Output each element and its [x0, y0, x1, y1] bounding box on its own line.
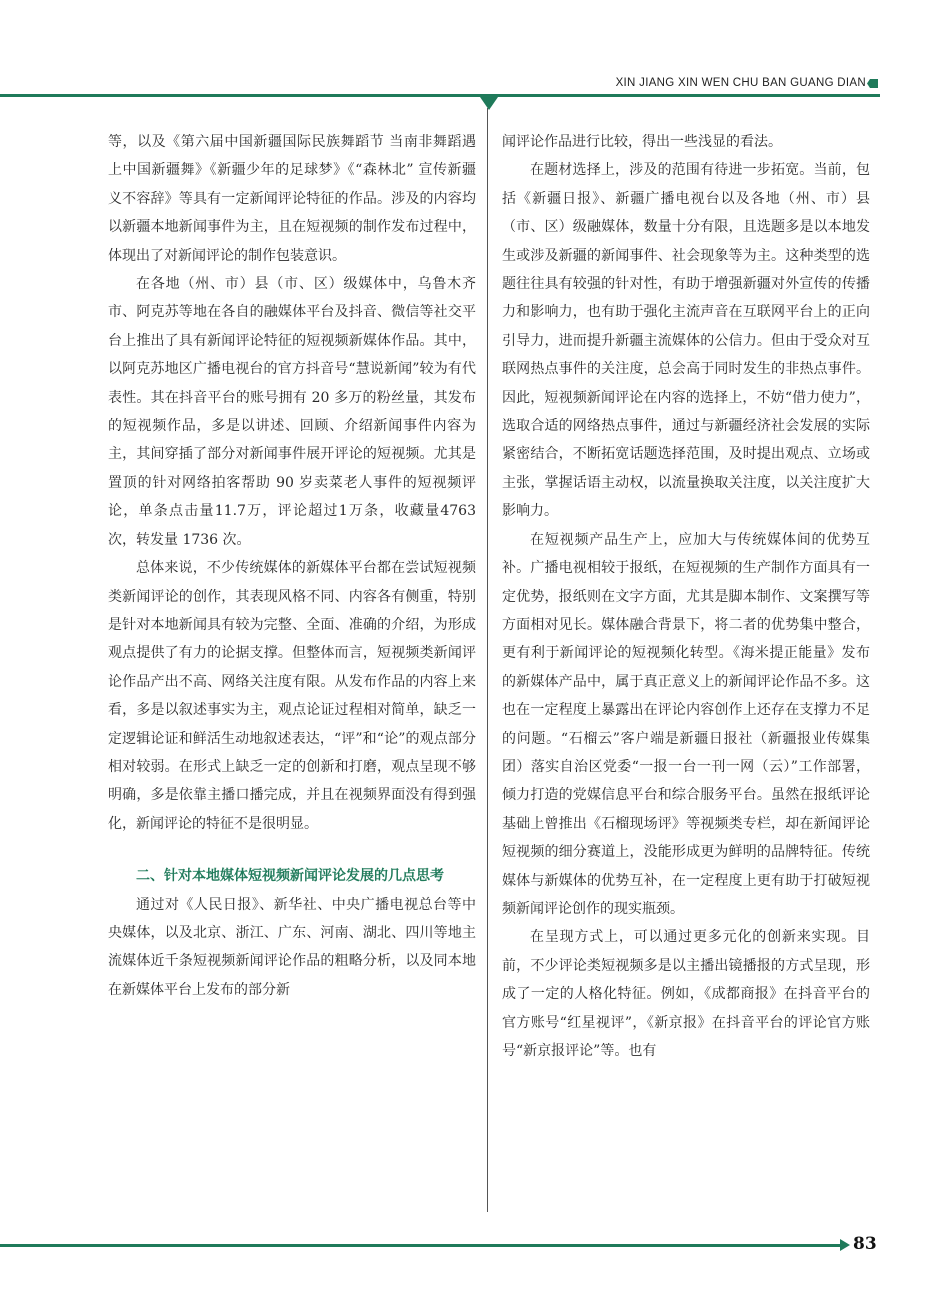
right-paragraph-1: 闻评论作品进行比较，得出一些浅显的看法。 [502, 134, 782, 150]
right-paragraph-4: 在呈现方式上，可以通过更多元化的创新来实现。目前，不少评论类短视频多是以主播出镜播报的方式呈现，形成了一定的人格化特征。例如，《成都商报》在抖音平台的官方账号“红星视评”，《新京报》在抖音平台的评论官方账号“新京报评论”等。也有 [502, 929, 870, 1059]
footer-arrow [840, 1239, 850, 1251]
left-paragraph-3: 总体来说，不少传统媒体的新媒体平台都在尝试短视频类新闻评论的创作，其表现风格不同、内容各有侧重，特别是针对本地新闻具有较为完整、全面、准确的介绍，为形成观点提供了有力的论据支撑。但整体而言，短视频类新闻评论作品产出不高、网络关注度有限。从发布作品的内容上来看，多是以叙述事实为主，观点论证过程相对简单，缺乏一定逻辑论证和鲜活生动地叙述表达，“评”和“论”的观点部分相对较弱。在形式上缺乏一定的创新和打磨，观点呈现不够明确，多是依靠主播口播完成，并且在视频界面没有得到强化，新闻评论的特征不是很明显。 [108, 560, 476, 832]
header-notch [480, 97, 498, 110]
running-title: XIN JIANG XIN WEN CHU BAN GUANG DIAN [615, 77, 866, 89]
left-paragraph-4: 通过对《人民日报》、新华社、中央广播电视总台等中央媒体，以及北京、浙江、广东、河南、湖北、四川等地主流媒体近千条短视频新闻评论作品的粗略分析，以及同本地在新媒体平台上发布的部分新 [108, 896, 476, 998]
right-column [502, 128, 870, 1065]
right-paragraph-2: 在题材选择上，涉及的范围有待进一步拓宽。当前，包括《新疆日报》、新疆广播电视台以及各地（州、市）县（市、区）级融媒体，数量十分有限，且选题多是以本地发生或涉及新疆的新闻事件、社会现象等为主。这种类型的选题往往具有较强的针对性，有助于增强新疆对外宣传的传播力和影响力，也有助于强化主流声音在互联网平台上的正向引导力，进而提升新疆主流媒体的公信力。但由于受众对互联网热点事件的关注度，总会高于同时发生的非热点事件。因此，短视频新闻评论在内容的选择上，不妨“借力使力”，选取合适的网络热点事件，通过与新疆经济社会发展的实际紧密结合，不断拓宽话题选择范围，及时提出观点、立场或主张，掌握话语主动权，以流量换取关注度，以关注度扩大影响力。 [502, 162, 870, 520]
left-column [108, 128, 476, 1004]
left-paragraph-1: 等，以及《第六届中国新疆国际民族舞蹈节 当南非舞蹈遇上中国新疆舞》《新疆少年的足球梦》《“森林北” 宣传新疆 义不容辞》等具有一定新闻评论特征的作品。涉及的内容均以新疆本地新闻事件为主，且在短视频的制作发布过程中，体现出了对新闻评论的制作包装意识。 [108, 134, 476, 264]
left-paragraph-2: 在各地（州、市）县（市、区）级媒体中，乌鲁木齐市、阿克苏等地在各自的融媒体平台及抖音、微信等社交平台上推出了具有新闻评论特征的短视频新媒体作品。其中，以阿克苏地区广播电视台的官方抖音号“慧说新闻”较为有代表性。其在抖音平台的账号拥有 20 多万的粉丝量，其发布的短视频作品，多是以讲述、回顾、介绍新闻事件内容为主，其间穿插了部分对新闻事件展开评论的短视频。尤其是置顶的针对网络拍客帮助 90 岁卖菜老人事件的短视频评论，单条点击量11.7万，评论超过1万条，收藏量4763次，转发量 1736 次。 [108, 276, 476, 548]
header-marker-icon [867, 79, 878, 88]
page-number: 83 [853, 1234, 877, 1254]
right-paragraph-3: 在短视频产品生产上，应加大与传统媒体间的优势互补。广播电视相较于报纸，在短视频的生产制作方面具有一定优势，报纸则在文字方面，尤其是脚本制作、文案撰写等方面相对见长。媒体融合背景下，将二者的优势集中整合，更有利于新闻评论的短视频化转型。《海米提正能量》发布的新媒体产品中，属于真正意义上的新闻评论作品不多。这也在一定程度上暴露出在评论内容创作上还存在支撑力不足的问题。“石榴云”客户端是新疆日报社（新疆报业传媒集团）落实自治区党委“一报一台一刊一网（云）”工作部署，倾力打造的党媒信息平台和综合服务平台。虽然在报纸评论基础上曾推出《石榴现场评》等视频类专栏，却在新闻评论短视频的细分赛道上，没能形成更为鲜明的品牌特征。传统媒体与新媒体的优势互补，在一定程度上更有助于打破短视频新闻评论创作的现实瓶颈。 [502, 531, 870, 917]
footer-rule [0, 1244, 845, 1247]
section-heading: 二、针对本地媒体短视频新闻评论发展的几点思考 [136, 868, 444, 885]
column-divider [487, 108, 488, 1212]
header-rule [0, 94, 880, 97]
